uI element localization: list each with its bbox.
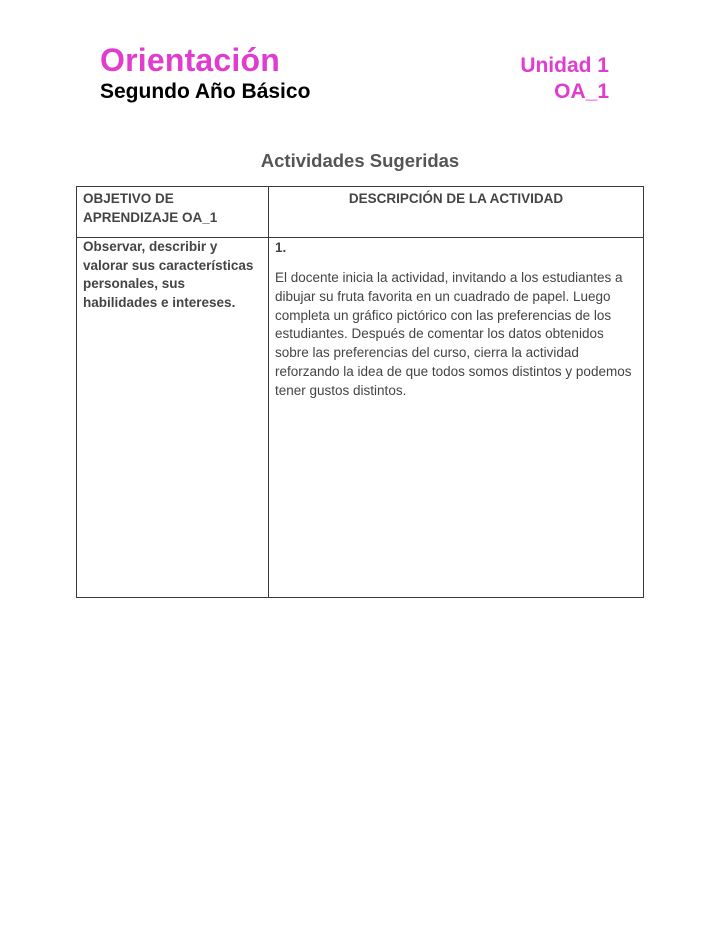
description-cell: [269, 238, 644, 598]
table-row: [77, 238, 644, 598]
activities-table: [76, 186, 644, 598]
unit-label: Unidad 1: [520, 54, 609, 77]
objective-cell: Observar, describir y valorar sus características personales, sus habilidades e intereses.: [77, 238, 269, 598]
header-description: DESCRIPCIÓN DE LA ACTIVIDAD: [269, 187, 644, 238]
grade-subtitle: Segundo Año Básico: [100, 80, 311, 103]
activity-description: El docente inicia la actividad, invitando a los estudiantes a dibujar su fruta favorita en un cuadrado de papel. Luego completa un gráfico pictórico con las preferencias de los estudiantes. Después de comentar los datos obtenidos sobre las preferencias del curso, cierra la actividad reforzando la idea de que todos somos distintos y podemos tener gustos distintos.: [275, 270, 632, 398]
subject-title: Orientación: [100, 42, 281, 78]
table-header-row: [77, 187, 644, 238]
oa-label: OA_1: [554, 80, 609, 103]
activity-number: 1.: [275, 240, 287, 255]
header-objective: OBJETIVO DE APRENDIZAJE OA_1: [77, 187, 269, 238]
section-title: Actividades Sugeridas: [260, 150, 460, 171]
